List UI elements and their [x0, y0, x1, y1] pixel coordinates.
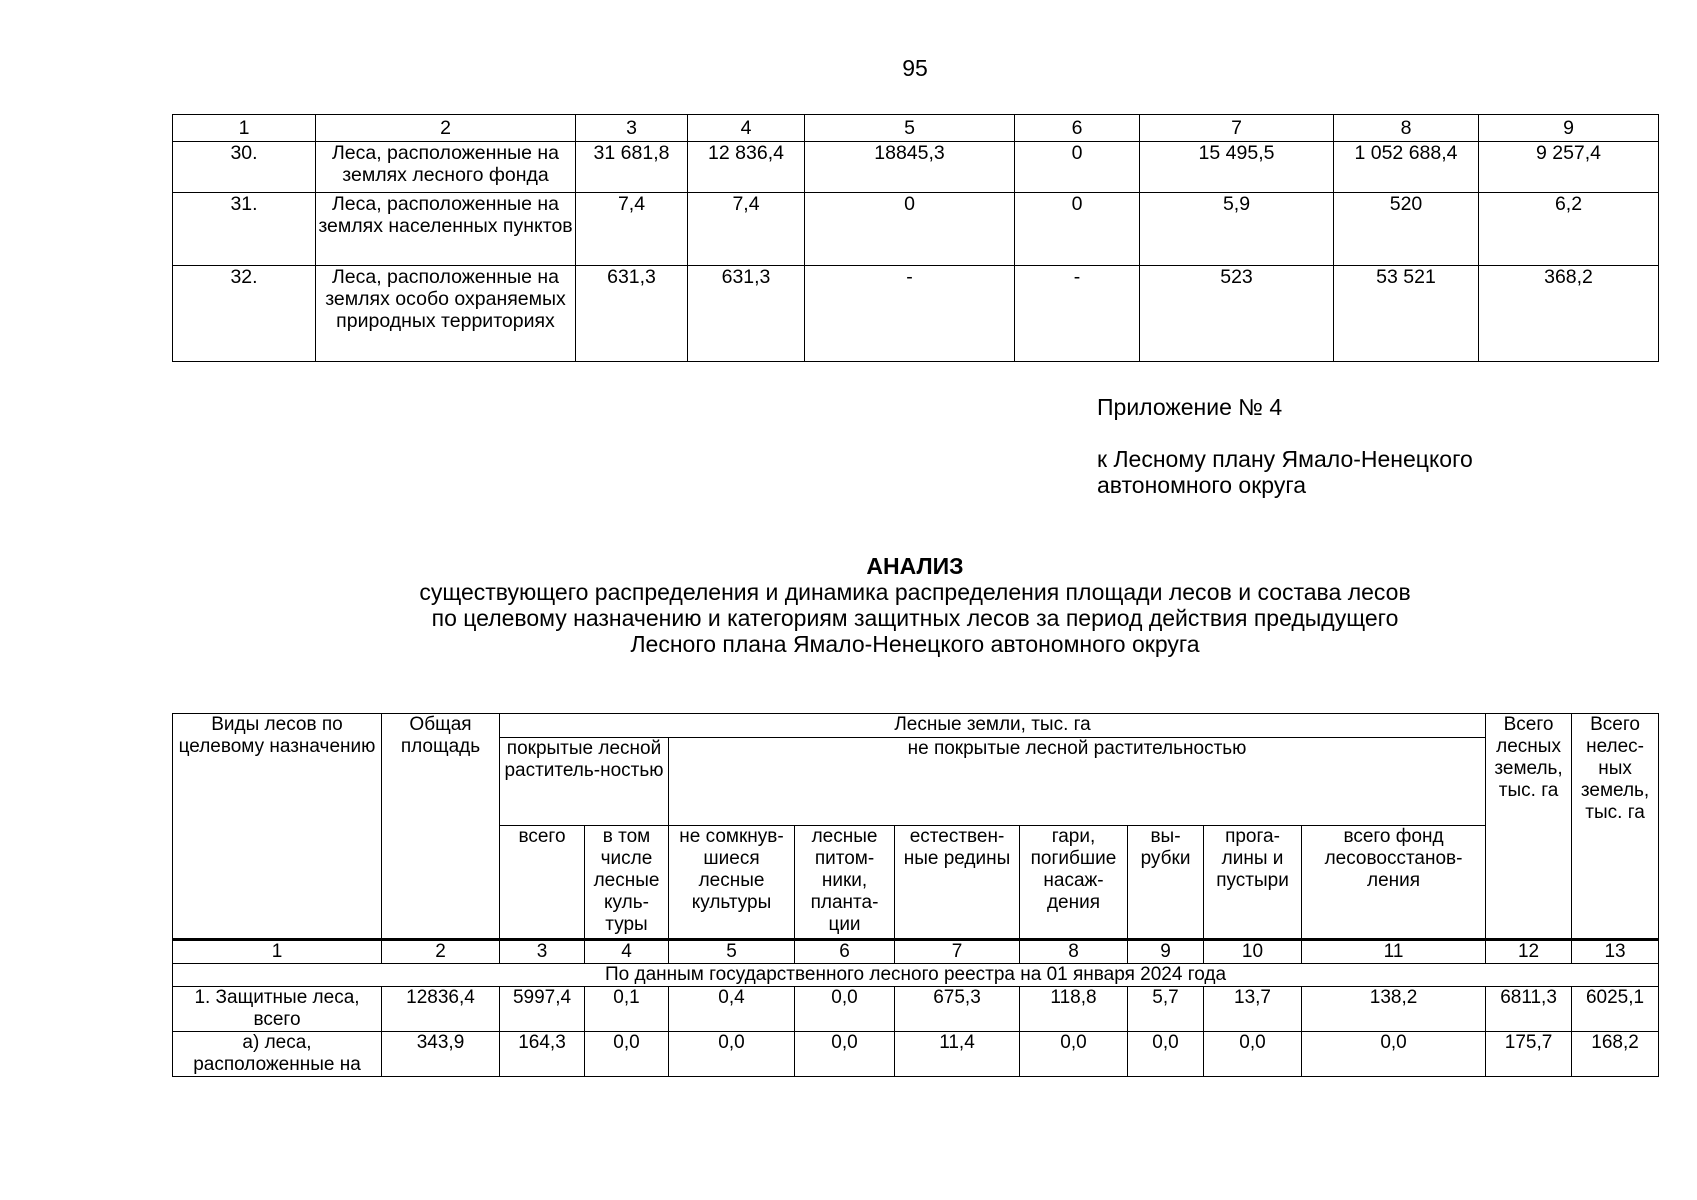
col-number: 2: [382, 940, 500, 964]
header-glades: прога-лины и пустыри: [1204, 826, 1302, 940]
table-cell: 5997,4: [500, 987, 585, 1032]
table-cell: 12836,4: [382, 987, 500, 1032]
table-row: [173, 266, 1659, 362]
appendix-text: к Лесному плану Ямало-Ненецкого автономного округа: [1097, 446, 1473, 498]
col-number: 8: [1020, 940, 1128, 964]
table-cell: 0,0: [669, 1032, 795, 1077]
col-number: 11: [1302, 940, 1486, 964]
header-unclosed-cultures: не сомкнув-шиеся лесные культуры: [669, 826, 795, 940]
header-covered: покрытые лесной раститель-ностью: [500, 738, 669, 826]
table-cell: 31.: [173, 193, 316, 266]
table-cell: 53 521: [1334, 266, 1479, 362]
table-cell: 0,0: [585, 1032, 669, 1077]
table-cell: 138,2: [1302, 987, 1486, 1032]
table-cell: 0,0: [1204, 1032, 1302, 1077]
table-header-row: [173, 714, 1659, 738]
col-number: 5: [669, 940, 795, 964]
section-caption: По данным государственного лесного реестра на 01 января 2024 года: [173, 964, 1659, 987]
col-number: 4: [585, 940, 669, 964]
table-cell: 1 052 688,4: [1334, 142, 1479, 193]
table-cell: 0: [1015, 193, 1140, 266]
header-incl-cultures: в том числе лесные куль-туры: [585, 826, 669, 940]
table-row: [173, 987, 1659, 1032]
table-row: [173, 1032, 1659, 1077]
header-burned: гари, погибшие насаж-дения: [1020, 826, 1128, 940]
table-cell: 0: [1015, 142, 1140, 193]
col-number: 9: [1479, 115, 1659, 142]
table-cell: 1. Защитные леса, всего: [173, 987, 382, 1032]
col-number: 6: [1015, 115, 1140, 142]
heading-subtitle-line: существующего распределения и динамика распределения площади лесов и состава лесов: [419, 579, 1411, 605]
section-row: [173, 964, 1659, 987]
col-number: 6: [795, 940, 895, 964]
col-number: 9: [1128, 940, 1204, 964]
table-cell: 631,3: [688, 266, 805, 362]
table-cell: 11,4: [895, 1032, 1020, 1077]
col-number: 3: [500, 940, 585, 964]
forest-table-continuation: [172, 114, 1659, 362]
table-cell: 6025,1: [1572, 987, 1659, 1032]
header-not-covered: не покрытые лесной растительностью: [669, 738, 1486, 826]
table-cell: 0,1: [585, 987, 669, 1032]
header-reforestation-fund: всего фонд лесовосстанов-ления: [1302, 826, 1486, 940]
col-number: 12: [1486, 940, 1572, 964]
col-number: 3: [576, 115, 688, 142]
table-cell: 0,0: [795, 987, 895, 1032]
table-cell: 523: [1140, 266, 1334, 362]
table-cell: 5,9: [1140, 193, 1334, 266]
table-cell: 12 836,4: [688, 142, 805, 193]
header-natural-sparse: естествен-ные редины: [895, 826, 1020, 940]
col-number: 5: [805, 115, 1015, 142]
table-cell: 0,0: [1128, 1032, 1204, 1077]
col-number: 13: [1572, 940, 1659, 964]
header-all: всего: [500, 826, 585, 940]
table-cell: 5,7: [1128, 987, 1204, 1032]
table-cell: 0,0: [795, 1032, 895, 1077]
header-nurseries: лесные питом-ники, планта-ции: [795, 826, 895, 940]
heading-title: АНАЛИЗ: [866, 553, 964, 579]
document-heading: [340, 553, 1490, 657]
col-number: 4: [688, 115, 805, 142]
table-cell: 9 257,4: [1479, 142, 1659, 193]
table-cell: 6,2: [1479, 193, 1659, 266]
table-cell: 368,2: [1479, 266, 1659, 362]
table-cell: 175,7: [1486, 1032, 1572, 1077]
col-number: 2: [316, 115, 576, 142]
col-number: 8: [1334, 115, 1479, 142]
header-total-nonforest-lands: Всего нелес-ных земель, тыс. га: [1572, 714, 1659, 940]
heading-subtitle-line: по целевому назначению и категориям защитных лесов за период действия предыдущего: [431, 605, 1399, 631]
table-cell: 32.: [173, 266, 316, 362]
table-cell: 18845,3: [805, 142, 1015, 193]
table-cell: 0,4: [669, 987, 795, 1032]
table-cell: Леса, расположенные на землях особо охраняемых природных территориях: [316, 266, 576, 362]
col-number: 7: [1140, 115, 1334, 142]
table-cell: 631,3: [576, 266, 688, 362]
table-cell: 30.: [173, 142, 316, 193]
table-cell: 7,4: [688, 193, 805, 266]
table-row: [173, 193, 1659, 266]
table-cell: 343,9: [382, 1032, 500, 1077]
header-total-area: Общая площадь: [382, 714, 500, 940]
table-header-row: [173, 115, 1659, 142]
table-cell: 0,0: [1020, 1032, 1128, 1077]
heading-subtitle-line: Лесного плана Ямало-Ненецкого автономного округа: [630, 631, 1200, 657]
table-cell: -: [805, 266, 1015, 362]
table-cell: 7,4: [576, 193, 688, 266]
table-cell: 675,3: [895, 987, 1020, 1032]
col-number: 10: [1204, 940, 1302, 964]
table-row: [173, 142, 1659, 193]
forest-analysis-table: [172, 713, 1659, 1077]
table-cell: -: [1015, 266, 1140, 362]
table-cell: а) леса, расположенные на: [173, 1032, 382, 1077]
table-cell: Леса, расположенные на землях лесного фонда: [316, 142, 576, 193]
table-cell: 520: [1334, 193, 1479, 266]
header-forest-lands: Лесные земли, тыс. га: [500, 714, 1486, 738]
table-cell: 31 681,8: [576, 142, 688, 193]
header-cuttings: вы-рубки: [1128, 826, 1204, 940]
column-number-row: [173, 940, 1659, 964]
appendix-title: Приложение № 4: [1097, 394, 1283, 420]
table-cell: 0: [805, 193, 1015, 266]
table-cell: 15 495,5: [1140, 142, 1334, 193]
header-total-forest-lands: Всего лесных земель, тыс. га: [1486, 714, 1572, 940]
table-cell: 6811,3: [1486, 987, 1572, 1032]
table-cell: 13,7: [1204, 987, 1302, 1032]
table-cell: 0,0: [1302, 1032, 1486, 1077]
table-cell: 168,2: [1572, 1032, 1659, 1077]
table-cell: Леса, расположенные на землях населенных пунктов: [316, 193, 576, 266]
col-number: 7: [895, 940, 1020, 964]
header-forest-types: Виды лесов по целевому назначению: [173, 714, 382, 940]
table-cell: 118,8: [1020, 987, 1128, 1032]
col-number: 1: [173, 115, 316, 142]
col-number: 1: [173, 940, 382, 964]
page-number: 95: [902, 55, 928, 81]
table-cell: 164,3: [500, 1032, 585, 1077]
